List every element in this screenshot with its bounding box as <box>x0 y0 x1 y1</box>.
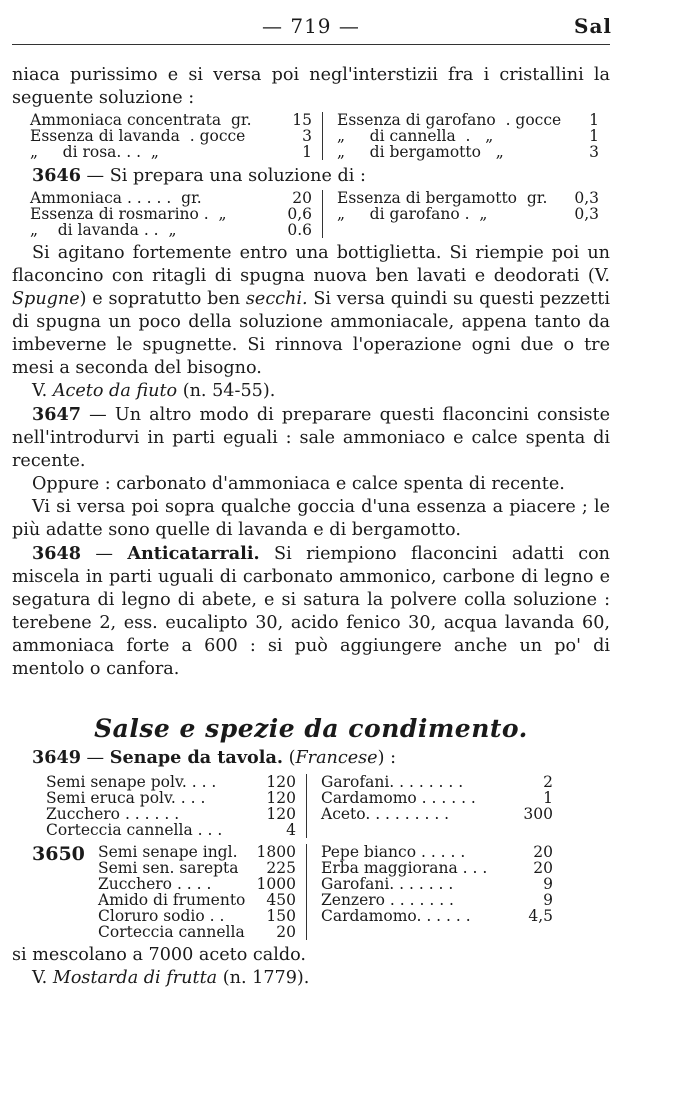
ingredient-name: Semi eruca polv. . . . <box>46 789 206 807</box>
recipe-3646-heading <box>12 164 610 188</box>
oppure-paragraph: Oppure : carbonato d'ammoniaca e calce spenta di recente. <box>32 474 565 494</box>
table-row <box>337 144 599 160</box>
recipe-text: — Un altro modo di preparare questi flaconcini consiste nell'introdurvi in parti eguali : sale ammoniaco e calce spenta di recente. <box>12 405 610 471</box>
ingredient-name: „ di cannella . „ <box>337 127 494 145</box>
recipe-text: — Si prepara una soluzione di : <box>80 166 366 186</box>
ingredient-qty: 15 <box>292 111 312 129</box>
mescolano-paragraph: si mescolano a 7000 aceto caldo. <box>12 945 307 965</box>
table-row <box>98 892 296 908</box>
table-row <box>30 222 312 238</box>
ingredient-qty: 300 <box>523 805 553 823</box>
table-row <box>46 790 296 806</box>
ingredient-name: Essenza di bergamotto gr. <box>337 189 548 207</box>
text-run: ) e sopratutto ben <box>79 289 246 309</box>
ingredient-name: Essenza di garofano . gocce <box>337 111 562 129</box>
recipe-title: Anticatarrali. <box>127 543 260 564</box>
table-row <box>321 860 553 876</box>
text-run: — <box>80 748 110 768</box>
ingredient-name: Essenza di rosmarino . „ <box>30 205 227 223</box>
ingredient-qty: 450 <box>266 891 296 909</box>
text-run: (n. 54-55). <box>177 381 276 401</box>
table-row <box>321 806 553 822</box>
table-row <box>30 112 312 128</box>
emphasis: secchi. <box>245 289 308 309</box>
page-number: — 719 — <box>262 14 360 38</box>
table-row <box>98 844 296 860</box>
ingredient-name: Semi senape ingl. <box>98 843 238 861</box>
ingredient-qty: 120 <box>266 805 296 823</box>
recipe-table-3 <box>46 774 610 838</box>
cross-reference: Spugne <box>12 289 80 309</box>
table-row <box>30 190 312 206</box>
recipe-number: 3648 <box>32 543 81 564</box>
ingredient-name: Zucchero . . . . . . <box>46 805 180 823</box>
text-run: — <box>80 544 128 564</box>
ingredient-name: „ di rosa. . . „ <box>30 143 159 161</box>
ingredient-name: „ di garofano . „ <box>337 205 488 223</box>
ingredient-qty: 20 <box>533 843 553 861</box>
text-run: V. <box>32 381 53 401</box>
table-row <box>30 206 312 222</box>
ingredient-qty: 1 <box>589 127 599 145</box>
ingredient-name: Semi senape polv. . . . <box>46 773 217 791</box>
recipe-3650 <box>32 844 610 940</box>
text-run: (n. 1779). <box>217 968 310 988</box>
recipe-table-3-left <box>46 774 307 838</box>
recipe-number: 3646 <box>32 165 81 186</box>
ingredient-qty: 20 <box>276 923 296 941</box>
ingredient-name: Erba maggiorana . . . <box>321 859 488 877</box>
recipe-table-4-left <box>98 844 307 940</box>
text-run: Si agitano fortemente entro una bottiglietta. Si riempie poi un flaconcino con ritagli di spugna nuova ben lavati e deodorati (V. <box>12 243 610 286</box>
ingredient-name: Amido di frumento <box>98 891 246 909</box>
ingredient-qty: 20 <box>533 859 553 877</box>
ingredient-name: Cloruro sodio . . <box>98 907 225 925</box>
ingredient-name: Semi sen. sarepta <box>98 859 239 877</box>
table-row <box>337 190 599 206</box>
ingredient-name: „ di lavanda . . „ <box>30 221 177 239</box>
emphasis: Francese <box>295 748 378 768</box>
ingredient-name: Zucchero . . . . <box>98 875 212 893</box>
recipe-table-1-right <box>323 112 599 160</box>
cross-reference: Mostarda di frutta <box>52 968 218 988</box>
table-row <box>46 774 296 790</box>
recipe-3649-heading <box>12 746 610 770</box>
vi-paragraph: Vi si versa poi sopra qualche goccia d'una essenza a piacere ; le più adatte sono quelle di lavanda e di bergamotto. <box>12 497 610 540</box>
ingredient-qty: 0,6 <box>287 205 312 223</box>
ingredient-name: Garofani. . . . . . . <box>321 875 454 893</box>
table-row <box>98 908 296 924</box>
page-body <box>12 64 610 990</box>
recipe-title: Senape da tavola. <box>109 747 283 768</box>
ingredient-name: Corteccia cannella <box>98 923 245 941</box>
recipe-table-1-left <box>30 112 323 160</box>
text-run: ( <box>282 748 296 768</box>
running-head: Sal <box>574 14 612 38</box>
ingredient-qty: 225 <box>266 859 296 877</box>
ingredient-qty: 1800 <box>256 843 296 861</box>
ingredient-qty: 1000 <box>256 875 296 893</box>
ingredient-name: Pepe bianco . . . . . <box>321 843 466 861</box>
table-row <box>337 112 599 128</box>
ingredient-qty: 2 <box>543 773 553 791</box>
ingredient-qty: 120 <box>266 773 296 791</box>
table-row <box>46 822 296 838</box>
ingredient-qty: 3 <box>589 143 599 161</box>
recipe-table-4 <box>98 844 553 940</box>
ingredient-name: Cardamomo. . . . . . <box>321 907 471 925</box>
ingredient-qty: 1 <box>302 143 312 161</box>
ingredient-qty: 4 <box>286 821 296 839</box>
recipe-table-3-right <box>307 774 553 838</box>
ingredient-qty: 9 <box>543 875 553 893</box>
ingredient-qty: 0.6 <box>287 221 312 239</box>
ingredient-name: Zenzero . . . . . . . <box>321 891 454 909</box>
ingredient-qty: 20 <box>292 189 312 207</box>
recipe-number: 3647 <box>32 404 81 425</box>
table-row <box>30 128 312 144</box>
table-row <box>321 790 553 806</box>
ingredient-qty: 1 <box>543 789 553 807</box>
text-run: V. <box>32 968 53 988</box>
see-also-2 <box>12 967 610 990</box>
recipe-3647 <box>12 403 610 473</box>
see-also-1 <box>12 380 610 403</box>
section-title: Salse e spezie da condimento. <box>94 714 528 743</box>
ingredient-qty: 1 <box>589 111 599 129</box>
recipe-table-2-left <box>30 190 323 238</box>
table-row <box>337 128 599 144</box>
ingredient-name: Ammoniaca . . . . . gr. <box>30 189 202 207</box>
table-row <box>321 844 553 860</box>
ingredient-name: Aceto. . . . . . . . . <box>321 805 450 823</box>
text-run: ) : <box>377 748 396 768</box>
recipe-table-2-right <box>323 190 599 238</box>
intro-paragraph: niaca purissimo e si versa poi negl'interstizii fra i cristallini la seguente soluzione : <box>12 65 610 108</box>
ingredient-qty: 150 <box>266 907 296 925</box>
table-row <box>46 806 296 822</box>
ingredient-qty: 120 <box>266 789 296 807</box>
recipe-table-4-right <box>307 844 553 940</box>
table-row <box>321 892 553 908</box>
ingredient-name: Garofani. . . . . . . . <box>321 773 464 791</box>
recipe-table-2 <box>30 190 610 238</box>
recipe-3648 <box>12 542 610 681</box>
table-row <box>98 860 296 876</box>
ingredient-name: Cardamomo . . . . . . <box>321 789 476 807</box>
recipe-number: 3650 <box>32 843 85 865</box>
table-row <box>321 876 553 892</box>
table-row <box>337 206 599 222</box>
ingredient-qty: 0,3 <box>574 205 599 223</box>
recipe-3646-body <box>12 242 610 380</box>
ingredient-qty: 4,5 <box>528 907 553 925</box>
ingredient-name: „ di bergamotto „ <box>337 143 504 161</box>
ingredient-name: Corteccia cannella . . . <box>46 821 223 839</box>
table-row <box>98 876 296 892</box>
ingredient-qty: 9 <box>543 891 553 909</box>
table-row <box>98 924 296 940</box>
ingredient-name: Essenza di lavanda . gocce <box>30 127 246 145</box>
ingredient-qty: 0,3 <box>574 189 599 207</box>
page-header <box>0 14 700 40</box>
table-row <box>321 908 553 924</box>
ingredient-qty: 3 <box>302 127 312 145</box>
table-row <box>30 144 312 160</box>
table-row <box>321 774 553 790</box>
cross-reference: Aceto da fiuto <box>52 381 178 401</box>
recipe-number: 3649 <box>32 747 81 768</box>
ingredient-name: Ammoniaca concentrata gr. <box>30 111 252 129</box>
recipe-text: Si riempiono flaconcini adatti con miscela in parti uguali di carbonato ammonico, carbone di legno e segatura di legno di abete, e si satura la polvere colla soluzione : terebene 2, ess. eucalipto 30, acido fenico 30, acqua lavanda 60, ammoniaca forte a 600 : si può aggiungere anche un po' di mentolo o canfora. <box>12 544 611 679</box>
header-rule <box>12 44 610 45</box>
recipe-table-1 <box>30 112 610 160</box>
text-run: Si versa quindi su questi pezzetti di spugna un poco della soluzione ammoniacale, appena tanto da imbeverne le spugnette. Si rinnova l'operazione ogni due o tre mesi a seconda del bisogno. <box>12 289 610 378</box>
